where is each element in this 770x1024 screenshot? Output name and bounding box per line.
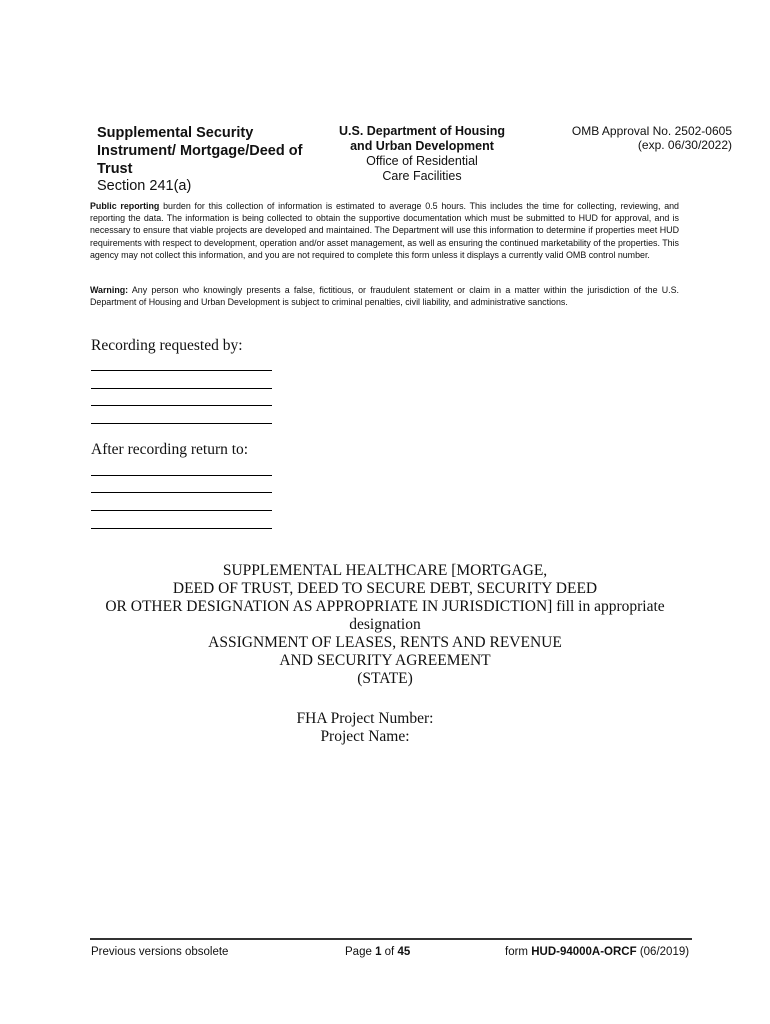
office-line-2: Care Facilities bbox=[382, 169, 462, 183]
instrument-title-line: OR OTHER DESIGNATION AS APPROPRIATE IN JURISDICTION] fill in appropriate bbox=[105, 598, 665, 615]
return-to-line bbox=[91, 528, 272, 529]
fha-project-number-label: FHA Project Number: bbox=[296, 710, 434, 727]
footer-rule bbox=[90, 938, 692, 940]
public-reporting-notice bbox=[90, 200, 679, 261]
return-to-line bbox=[91, 492, 272, 493]
project-name-label: Project Name: bbox=[320, 728, 410, 745]
public-reporting-text: burden for this collection of information is estimated to average 0.5 hours. This includes the time for collecting, reviewing, and reporting the data. The information is being collected to obtain the supportive documentation which must be submitted to HUD for approval, and is necessary to ensure that viable projects are developed and maintained. The Department will use this information to determine if properties meet HUD requirements with respect to development, operation and/or asset management, as well as ensuring the continued marketability of the properties. This agency may not collect this information, and you are not required to complete this form unless it displays a currently valid OMB control number. bbox=[90, 201, 679, 260]
return-to-label: After recording return to: bbox=[91, 441, 249, 458]
project-info bbox=[90, 710, 640, 746]
form-date: (06/2019) bbox=[636, 946, 690, 958]
section-label: Section 241(a) bbox=[97, 178, 192, 194]
omb-expiration: (exp. 06/30/2022) bbox=[637, 138, 732, 152]
page-total: 45 bbox=[397, 946, 411, 958]
instrument-title-line: SUPPLEMENTAL HEALTHCARE [MORTGAGE, bbox=[222, 562, 548, 579]
warning-lead: Warning: bbox=[90, 285, 129, 295]
instrument-title bbox=[90, 562, 680, 688]
agency-line-2: and Urban Development bbox=[350, 139, 494, 153]
form-id: HUD-94000A-ORCF bbox=[531, 946, 637, 958]
instrument-title-line: designation bbox=[349, 616, 421, 633]
page-current: 1 bbox=[375, 946, 382, 958]
agency-block bbox=[322, 124, 522, 184]
instrument-title-line: DEED OF TRUST, DEED TO SECURE DEBT, SECURITY DEED bbox=[172, 580, 598, 597]
footer-obsolete-note: Previous versions obsolete bbox=[91, 946, 229, 958]
page-prefix: Page bbox=[345, 946, 376, 958]
warning-text: Any person who knowingly presents a false, fictitious, or fraudulent statement or claim in a matter within the jurisdiction of the U.S. Department of Housing and Urban Development is subject to criminal penalties, civil liability, and administrative sanctions. bbox=[90, 285, 679, 308]
recording-requested-line bbox=[91, 423, 272, 424]
return-to-line bbox=[91, 475, 272, 476]
warning-notice bbox=[90, 284, 679, 308]
return-to-line bbox=[91, 510, 272, 511]
omb-block bbox=[540, 124, 732, 152]
recording-requested-line bbox=[91, 405, 272, 406]
recording-requested-line bbox=[91, 388, 272, 389]
document-title: Supplemental Security Instrument/ Mortgage/Deed of Trust bbox=[97, 125, 303, 177]
form-identifier bbox=[505, 946, 689, 958]
public-reporting-lead: Public reporting bbox=[90, 201, 160, 211]
instrument-title-line: AND SECURITY AGREEMENT bbox=[279, 652, 491, 669]
form-prefix: form bbox=[505, 946, 532, 958]
page-indicator bbox=[345, 946, 410, 958]
recording-requested-line bbox=[91, 370, 272, 371]
agency-line-1: U.S. Department of Housing bbox=[339, 124, 505, 138]
recording-requested-by-label: Recording requested by: bbox=[91, 337, 243, 354]
page-of: of bbox=[381, 946, 398, 958]
omb-approval-number: OMB Approval No. 2502-0605 bbox=[571, 124, 732, 138]
office-line-1: Office of Residential bbox=[366, 154, 478, 168]
instrument-state: (STATE) bbox=[357, 670, 413, 687]
instrument-title-line: ASSIGNMENT OF LEASES, RENTS AND REVENUE bbox=[208, 634, 562, 651]
